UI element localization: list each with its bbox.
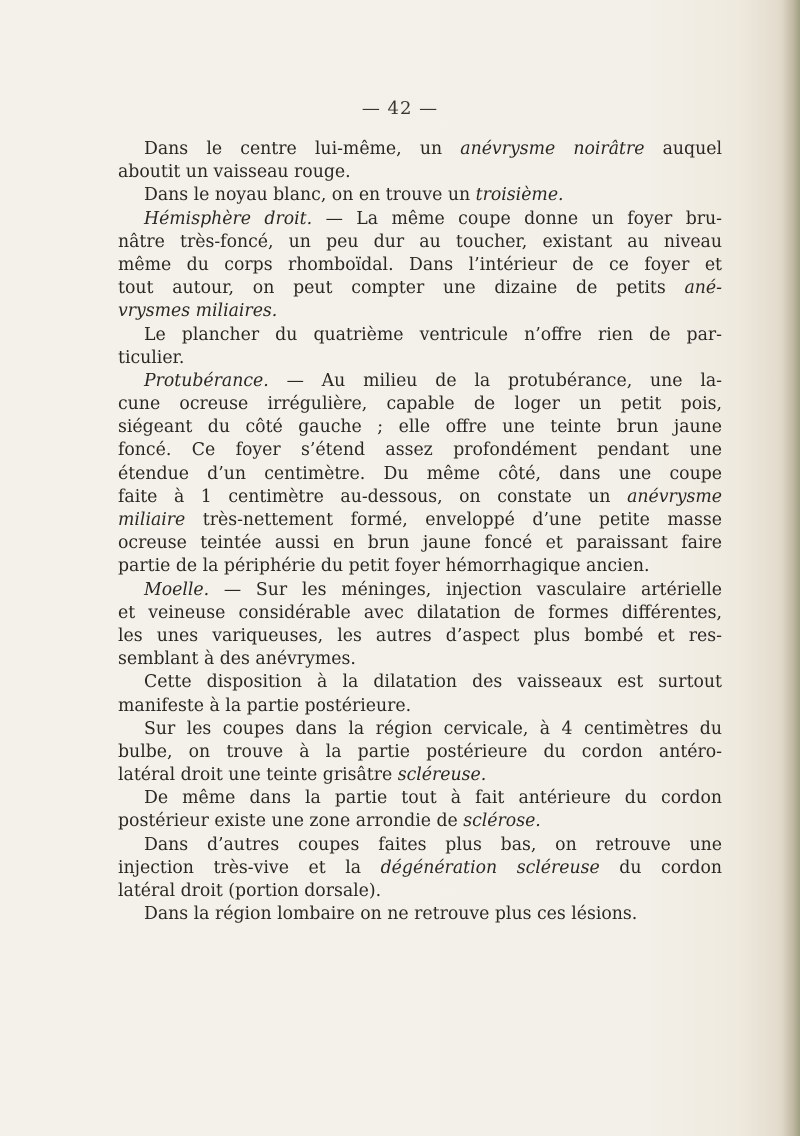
line-text: latéral droit une teinte grisâtre bbox=[118, 765, 398, 786]
line-text: injection très-vive et la bbox=[118, 857, 381, 878]
line-text: Dans d’autres coupes faites plus bas, on retrouve une bbox=[144, 834, 722, 855]
line-text: semblant à des anévrymes. bbox=[118, 649, 356, 670]
line-text: Sur les coupes dans la région cervicale, à 4 centimètres du bbox=[144, 718, 722, 739]
text-line bbox=[118, 300, 722, 323]
text-line bbox=[118, 416, 722, 439]
text-line bbox=[118, 463, 722, 486]
line-text: manifeste à la partie postérieure. bbox=[118, 695, 412, 716]
text-line bbox=[118, 648, 722, 671]
text-line bbox=[118, 857, 722, 880]
text-line bbox=[118, 324, 722, 347]
line-text: partie de la périphérie du petit foyer hémorrhagique ancien. bbox=[118, 556, 650, 577]
line-text: ticulier. bbox=[118, 347, 185, 368]
text-line bbox=[118, 695, 722, 718]
text-line bbox=[118, 393, 722, 416]
text-line bbox=[118, 741, 722, 764]
line-emphasis: ané- bbox=[684, 278, 722, 299]
text-line bbox=[118, 671, 722, 694]
line-text: Dans la région lombaire on ne retrouve plus ces lésions. bbox=[144, 904, 638, 925]
text-line bbox=[118, 764, 722, 787]
text-line bbox=[118, 532, 722, 555]
text-line bbox=[118, 718, 722, 741]
line-text: étendue d’un centimètre. Du même côté, dans une coupe bbox=[118, 463, 722, 484]
line-text: aboutit un vaisseau rouge. bbox=[118, 162, 351, 183]
line-emphasis: Moelle. bbox=[144, 579, 210, 600]
line-emphasis: anévrysme noirâtre bbox=[460, 139, 645, 159]
text-line bbox=[118, 880, 722, 903]
line-text: les unes variqueuses, les autres d’aspect plus bombé et res- bbox=[118, 625, 722, 646]
text-line bbox=[118, 903, 722, 926]
text-line bbox=[118, 208, 722, 231]
text-line bbox=[118, 439, 722, 462]
body-text bbox=[118, 138, 722, 926]
text-line bbox=[118, 625, 722, 648]
line-text-after: du cordon bbox=[599, 857, 722, 878]
line-text-after: — Au milieu de la protubérance, une la- bbox=[268, 370, 722, 391]
text-line bbox=[118, 254, 722, 277]
text-line bbox=[118, 231, 722, 254]
line-text: nâtre très-foncé, un peu dur au toucher, existant au niveau bbox=[118, 231, 722, 252]
text-line bbox=[118, 277, 722, 300]
line-emphasis: scléreuse. bbox=[397, 765, 487, 786]
line-text: même du corps rhomboïdal. Dans l’intérieur de ce foyer et bbox=[118, 254, 722, 275]
line-emphasis: miliaire bbox=[118, 510, 186, 530]
line-text: postérieur existe une zone arrondie de bbox=[118, 811, 464, 832]
text-line bbox=[118, 579, 722, 602]
line-emphasis: Protubérance. bbox=[144, 370, 269, 391]
text-line bbox=[118, 509, 722, 532]
line-text: Cette disposition à la dilatation des vaisseaux est surtout bbox=[144, 672, 722, 693]
line-emphasis: anévrysme bbox=[627, 486, 722, 507]
text-line bbox=[118, 555, 722, 578]
line-text: bulbe, on trouve à la partie postérieure du cordon antéro- bbox=[118, 741, 722, 762]
line-text: et veineuse considérable avec dilatation de formes différentes, bbox=[118, 602, 722, 623]
text-line bbox=[118, 810, 722, 833]
line-emphasis: dégénération scléreuse bbox=[380, 857, 600, 878]
line-text: Dans le noyau blanc, on en trouve un bbox=[144, 185, 476, 206]
text-line bbox=[118, 370, 722, 393]
line-text-after: — La même coupe donne un foyer bru- bbox=[312, 208, 722, 229]
line-text: latéral droit (portion dorsale). bbox=[118, 881, 382, 901]
line-text-after: — Sur les méninges, injection vasculaire artérielle bbox=[209, 579, 722, 600]
line-text-after: très-nettement formé, enveloppé d’une petite masse bbox=[185, 510, 722, 530]
text-line bbox=[118, 347, 722, 370]
line-text: faite à 1 centimètre au-dessous, on constate un bbox=[118, 486, 628, 507]
text-line bbox=[118, 602, 722, 625]
line-text: De même dans la partie tout à fait antérieure du cordon bbox=[144, 788, 722, 809]
text-line bbox=[118, 834, 722, 857]
line-emphasis: troisième. bbox=[475, 185, 564, 206]
line-text: tout autour, on peut compter une dizaine de petits bbox=[118, 278, 685, 299]
line-text: siégeant du côté gauche ; elle offre une teinte brun jaune bbox=[118, 417, 722, 438]
line-text: Dans le centre lui-même, un bbox=[144, 139, 461, 159]
line-text: ocreuse teintée aussi en brun jaune foncé et paraissant faire bbox=[118, 533, 722, 554]
line-text: cune ocreuse irrégulière, capable de loger un petit pois, bbox=[118, 394, 722, 415]
text-line bbox=[118, 787, 722, 810]
page-number: — 42 — bbox=[361, 98, 439, 119]
line-text: Le plancher du quatrième ventricule n’offre rien de par- bbox=[144, 324, 722, 345]
line-emphasis: vrysmes miliaires. bbox=[118, 301, 278, 322]
line-text-after: auquel bbox=[644, 139, 722, 159]
text-line bbox=[118, 184, 722, 207]
line-emphasis: Hémisphère droit. bbox=[144, 208, 313, 229]
text-line bbox=[118, 161, 722, 184]
text-line bbox=[118, 138, 722, 161]
text-line bbox=[118, 486, 722, 509]
line-text: foncé. Ce foyer s’étend assez profondément pendant une bbox=[118, 440, 722, 461]
line-emphasis: sclérose. bbox=[463, 811, 541, 832]
page-edge-shadow bbox=[782, 0, 800, 1136]
